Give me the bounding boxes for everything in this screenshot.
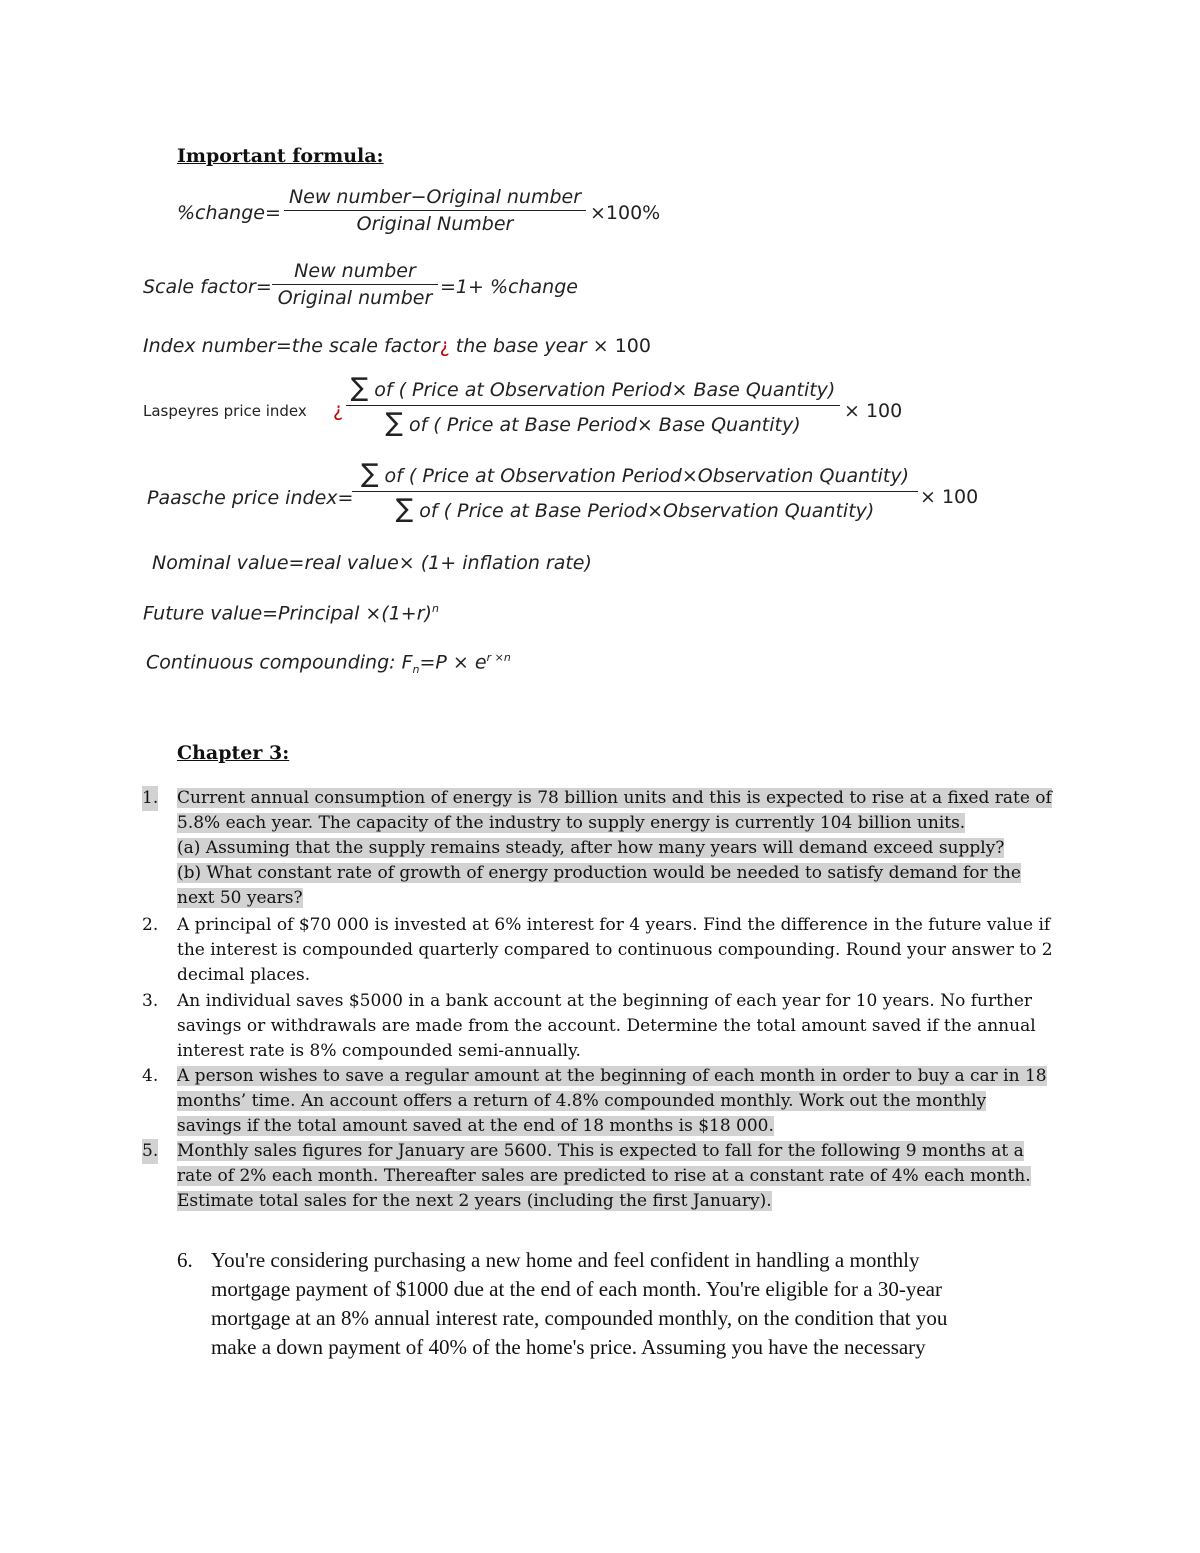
paasche-denominator: ∑ of ( Price at Base Period×Observation Quantity)	[395, 494, 875, 524]
paasche-numerator: ∑ of ( Price at Observation Period×Observation Quantity)	[360, 459, 910, 489]
pct-change-denominator: Original Number	[356, 213, 514, 235]
question-number: 4.	[142, 1066, 159, 1086]
scale-factor-fraction	[272, 260, 438, 309]
scale-factor-denominator: Original number	[277, 287, 433, 309]
question-number: 6.	[177, 1248, 193, 1272]
continuous-subscript: n	[412, 663, 420, 677]
laspeyres-fraction	[346, 373, 840, 438]
laspeyres-denominator: ∑ of ( Price at Base Period× Base Quantity)	[385, 408, 801, 438]
laspeyres-rhs: × 100	[844, 400, 903, 422]
question-text: Current annual consumption of energy is 78 billion units and this is expected to rise at a fixed rate of 5.8% each year. The capacity of the industry to supply energy is currently 104 billion units. (a) Assuming that the supply remains steady, after how many years will demand exceed supply? (b) What constant rate of growth of energy production would be needed to satisfy demand for the next 50 years?	[177, 788, 1052, 908]
question-number: 2.	[142, 915, 159, 935]
chapter-heading: Chapter 3:	[177, 742, 290, 764]
question-text: A principal of $70 000 is invested at 6% interest for 4 years. Find the difference in the future value if the interest is compounded quarterly compared to continuous compounding. Round your answer to 2 decimal places.	[177, 915, 1053, 985]
pct-change-lhs: %change=	[177, 202, 281, 224]
paasche-fraction	[352, 459, 918, 524]
index-number-mark: ¿	[439, 335, 450, 357]
laspeyres-label: Laspeyres price index	[143, 402, 307, 420]
formula-future-value: Future value=Principal $\times(1+r)^n$	[143, 602, 439, 625]
paasche-rhs: × 100	[920, 486, 979, 508]
question-text: Monthly sales figures for January are 5600. This is expected to fall for the following 9 months at a rate of 2% each month. Thereafter sales are predicted to rise at a constant rate of 4% each month. Estimate total sales for the next 2 years (including the first January).	[177, 1141, 1031, 1211]
scale-factor-rhs: =1+ %change	[440, 276, 578, 298]
question-number: 5.	[142, 1139, 158, 1164]
pct-change-numerator: New number−Original number	[288, 186, 582, 208]
sigma-icon: ∑	[360, 459, 379, 489]
question-text: An individual saves $5000 in a bank account at the beginning of each year for 10 years. No further savings or withdrawals are made from the account. Determine the total amount saved if the annual interest rate is 8% compounded semi-annually.	[177, 991, 1036, 1061]
formula-index-number	[143, 335, 651, 357]
question-text: A person wishes to save a regular amount at the beginning of each month in order to buy a car in 18 months’ time. An account offers a return of 4.8% compounded monthly. Work out the monthly savings if the total amount saved at the end of 18 months is $18 000.	[177, 1066, 1047, 1136]
formula-nominal-value: Nominal value=real value× (1+ inflation rate)	[152, 552, 592, 574]
laspeyres-mark: ¿	[333, 399, 344, 421]
scale-factor-numerator: New number	[294, 260, 416, 282]
paasche-lhs: Paasche price index=	[147, 487, 354, 509]
index-number-text: Index number=the scale factor	[143, 335, 440, 357]
sigma-icon: ∑	[395, 494, 414, 524]
question-text: You're considering purchasing a new home and feel confident in handling a monthly mortgage payment of $1000 due at the end of each month. You're eligible for a 30-year mortgage at an 8% annual interest rate, compounded monthly, on the condition that you make a down payment of 40% of the home's price. Assuming you have the necessary	[211, 1248, 948, 1359]
pct-change-rhs: ×100%	[590, 202, 661, 224]
question-number: 1.	[142, 786, 158, 811]
question-number: 3.	[142, 991, 159, 1011]
pct-change-fraction	[284, 186, 586, 235]
formula-heading: Important formula:	[177, 145, 384, 167]
index-number-text-b: the base year	[449, 335, 587, 357]
formula-continuous: Continuous compounding: $F_n=P \times e^{r \times n}$	[146, 651, 511, 677]
laspeyres-numerator: ∑ of ( Price at Observation Period× Base Quantity)	[350, 373, 836, 403]
sigma-icon: ∑	[350, 373, 369, 403]
future-exponent: n	[431, 602, 439, 615]
sigma-icon: ∑	[385, 408, 403, 438]
scale-factor-lhs: Scale factor=	[143, 276, 272, 298]
continuous-exponent: r ×n	[486, 651, 511, 664]
index-number-rhs: × 100	[586, 335, 651, 357]
